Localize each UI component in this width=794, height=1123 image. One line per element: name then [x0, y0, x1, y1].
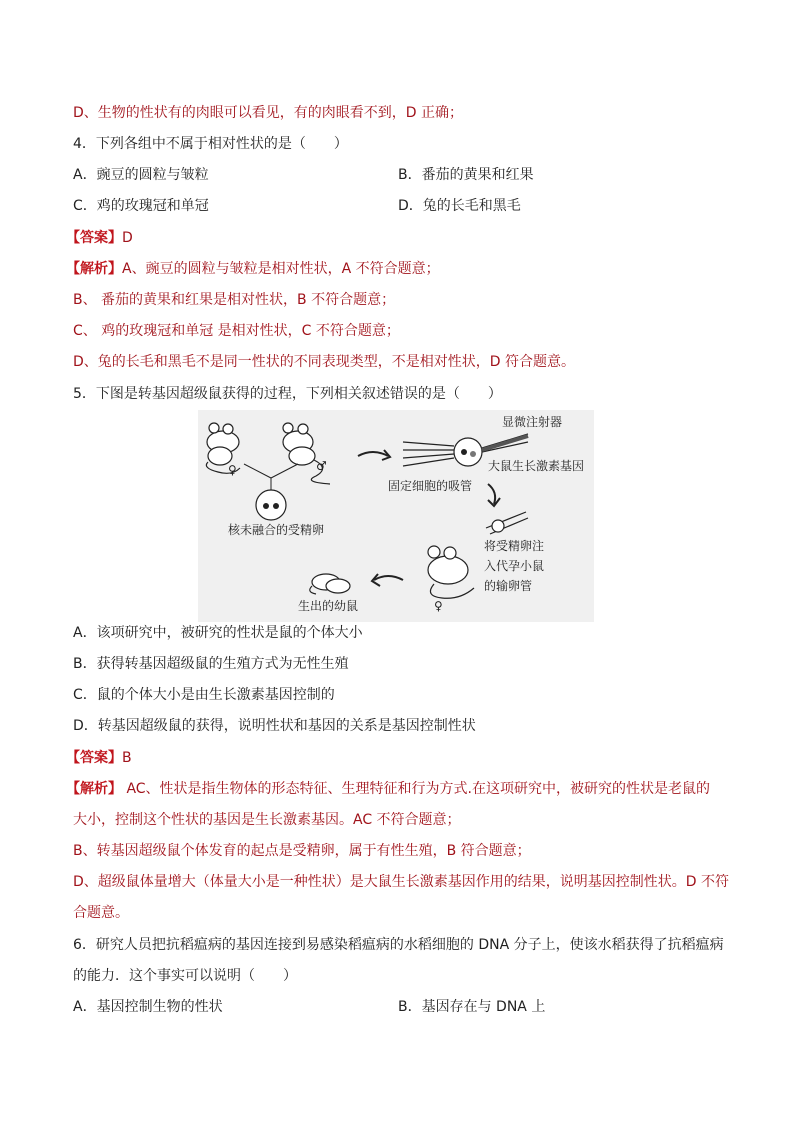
syringe-label: 显微注射器 [502, 415, 563, 429]
inject-label-3: 的输卵管 [484, 579, 533, 593]
injected-egg-icon [454, 438, 482, 466]
answer-value: B [122, 750, 132, 766]
inject-label-1: 将受精卵注 [484, 539, 545, 553]
q4-option-a: A．豌豆的圆粒与皱粒 [73, 167, 209, 183]
q5-option-a: A．该项研究中，被研究的性状是鼠的个体大小 [73, 625, 363, 641]
q5-explanation-1b: 大小，控制这个性状的基因是生长激素基因。AC 不符合题意； [73, 812, 461, 828]
explanation-tag: 【解析】 [66, 781, 122, 797]
q5-option-b: B．获得转基因超级鼠的生殖方式为无性生殖 [73, 656, 349, 672]
explanation-tag: 【解析】 [66, 261, 122, 277]
q5-answer [66, 749, 132, 767]
question-4: 4．下列各组中不属于相对性状的是（ ） [73, 136, 348, 152]
question-6-cont: 的能力．这个事实可以说明（ ） [73, 968, 297, 984]
q4-option-c: C．鸡的玫瑰冠和单冠 [73, 198, 209, 214]
q4-option-b: B．番茄的黄果和红果 [398, 167, 534, 183]
figure-background [198, 410, 594, 622]
pups-label: 生出的幼鼠 [298, 599, 359, 613]
explanation-text: AC、性状是指生物体的形态特征、生理特征和行为方式.在这项研究中，被研究的性状是老鼠的 [122, 781, 711, 797]
pipette-label: 固定细胞的吸管 [388, 479, 473, 493]
q4-explanation-2: B、 番茄的黄果和红果是相对性状，B 不符合题意； [73, 292, 396, 308]
answer-tag: 【答案】 [66, 230, 122, 246]
inject-label-2: 入代孕小鼠 [484, 559, 545, 573]
egg-label: 核未融合的受精卵 [228, 523, 325, 537]
q5-explanation-1 [66, 780, 710, 798]
q4-answer [66, 229, 133, 247]
explanation-text: A、豌豆的圆粒与皱粒是相对性状，A 不符合题意； [122, 261, 440, 277]
explanation-line: D、生物的性状有的肉眼可以看见，有的肉眼看不到，D 正确； [73, 105, 464, 121]
q5-option-d: D．转基因超级鼠的获得，说明性状和基因的关系是基因控制性状 [73, 718, 476, 734]
gene-label: 大鼠生长激素基因 [488, 459, 585, 473]
q5-option-c: C．鼠的个体大小是由生长激素基因控制的 [73, 687, 335, 703]
answer-value: D [122, 230, 133, 246]
q6-option-a: A．基因控制生物的性状 [73, 999, 223, 1015]
q5-explanation-3: D、超级鼠体量增大（体量大小是一种性状）是大鼠生长激素基因作用的结果，说明基因控制性状。D 不符 [73, 874, 730, 890]
q6-option-b: B．基因存在与 DNA 上 [398, 999, 546, 1015]
question-5: 5．下图是转基因超级鼠获得的过程，下列相关叙述错误的是（ ） [73, 386, 502, 402]
q4-explanation-3: C、 鸡的玫瑰冠和单冠 是相对性状，C 不符合题意； [73, 323, 400, 339]
female-symbol-2: ♀ [434, 599, 443, 613]
q4-explanation-1 [66, 260, 440, 278]
q4-option-d: D．兔的长毛和黑毛 [398, 198, 521, 214]
fertilized-egg-icon [256, 490, 286, 520]
question-6: 6．研究人员把抗稻瘟病的基因连接到易感染稻瘟病的水稻细胞的 DNA 分子上，使该水稻获得了抗稻瘟病 [73, 937, 724, 953]
q4-explanation-4: D、兔的长毛和黑毛不是同一性状的不同表现类型，不是相对性状，D 符合题意。 [73, 354, 576, 370]
q5-explanation-2: B、转基因超级鼠个体发育的起点是受精卵，属于有性生殖，B 符合题意； [73, 843, 531, 859]
male-symbol: ♂ [316, 459, 327, 473]
female-symbol-1: ♀ [228, 463, 237, 477]
q5-explanation-3b: 合题意。 [73, 905, 129, 921]
answer-tag: 【答案】 [66, 750, 122, 766]
transgenic-mouse-figure [198, 410, 594, 622]
